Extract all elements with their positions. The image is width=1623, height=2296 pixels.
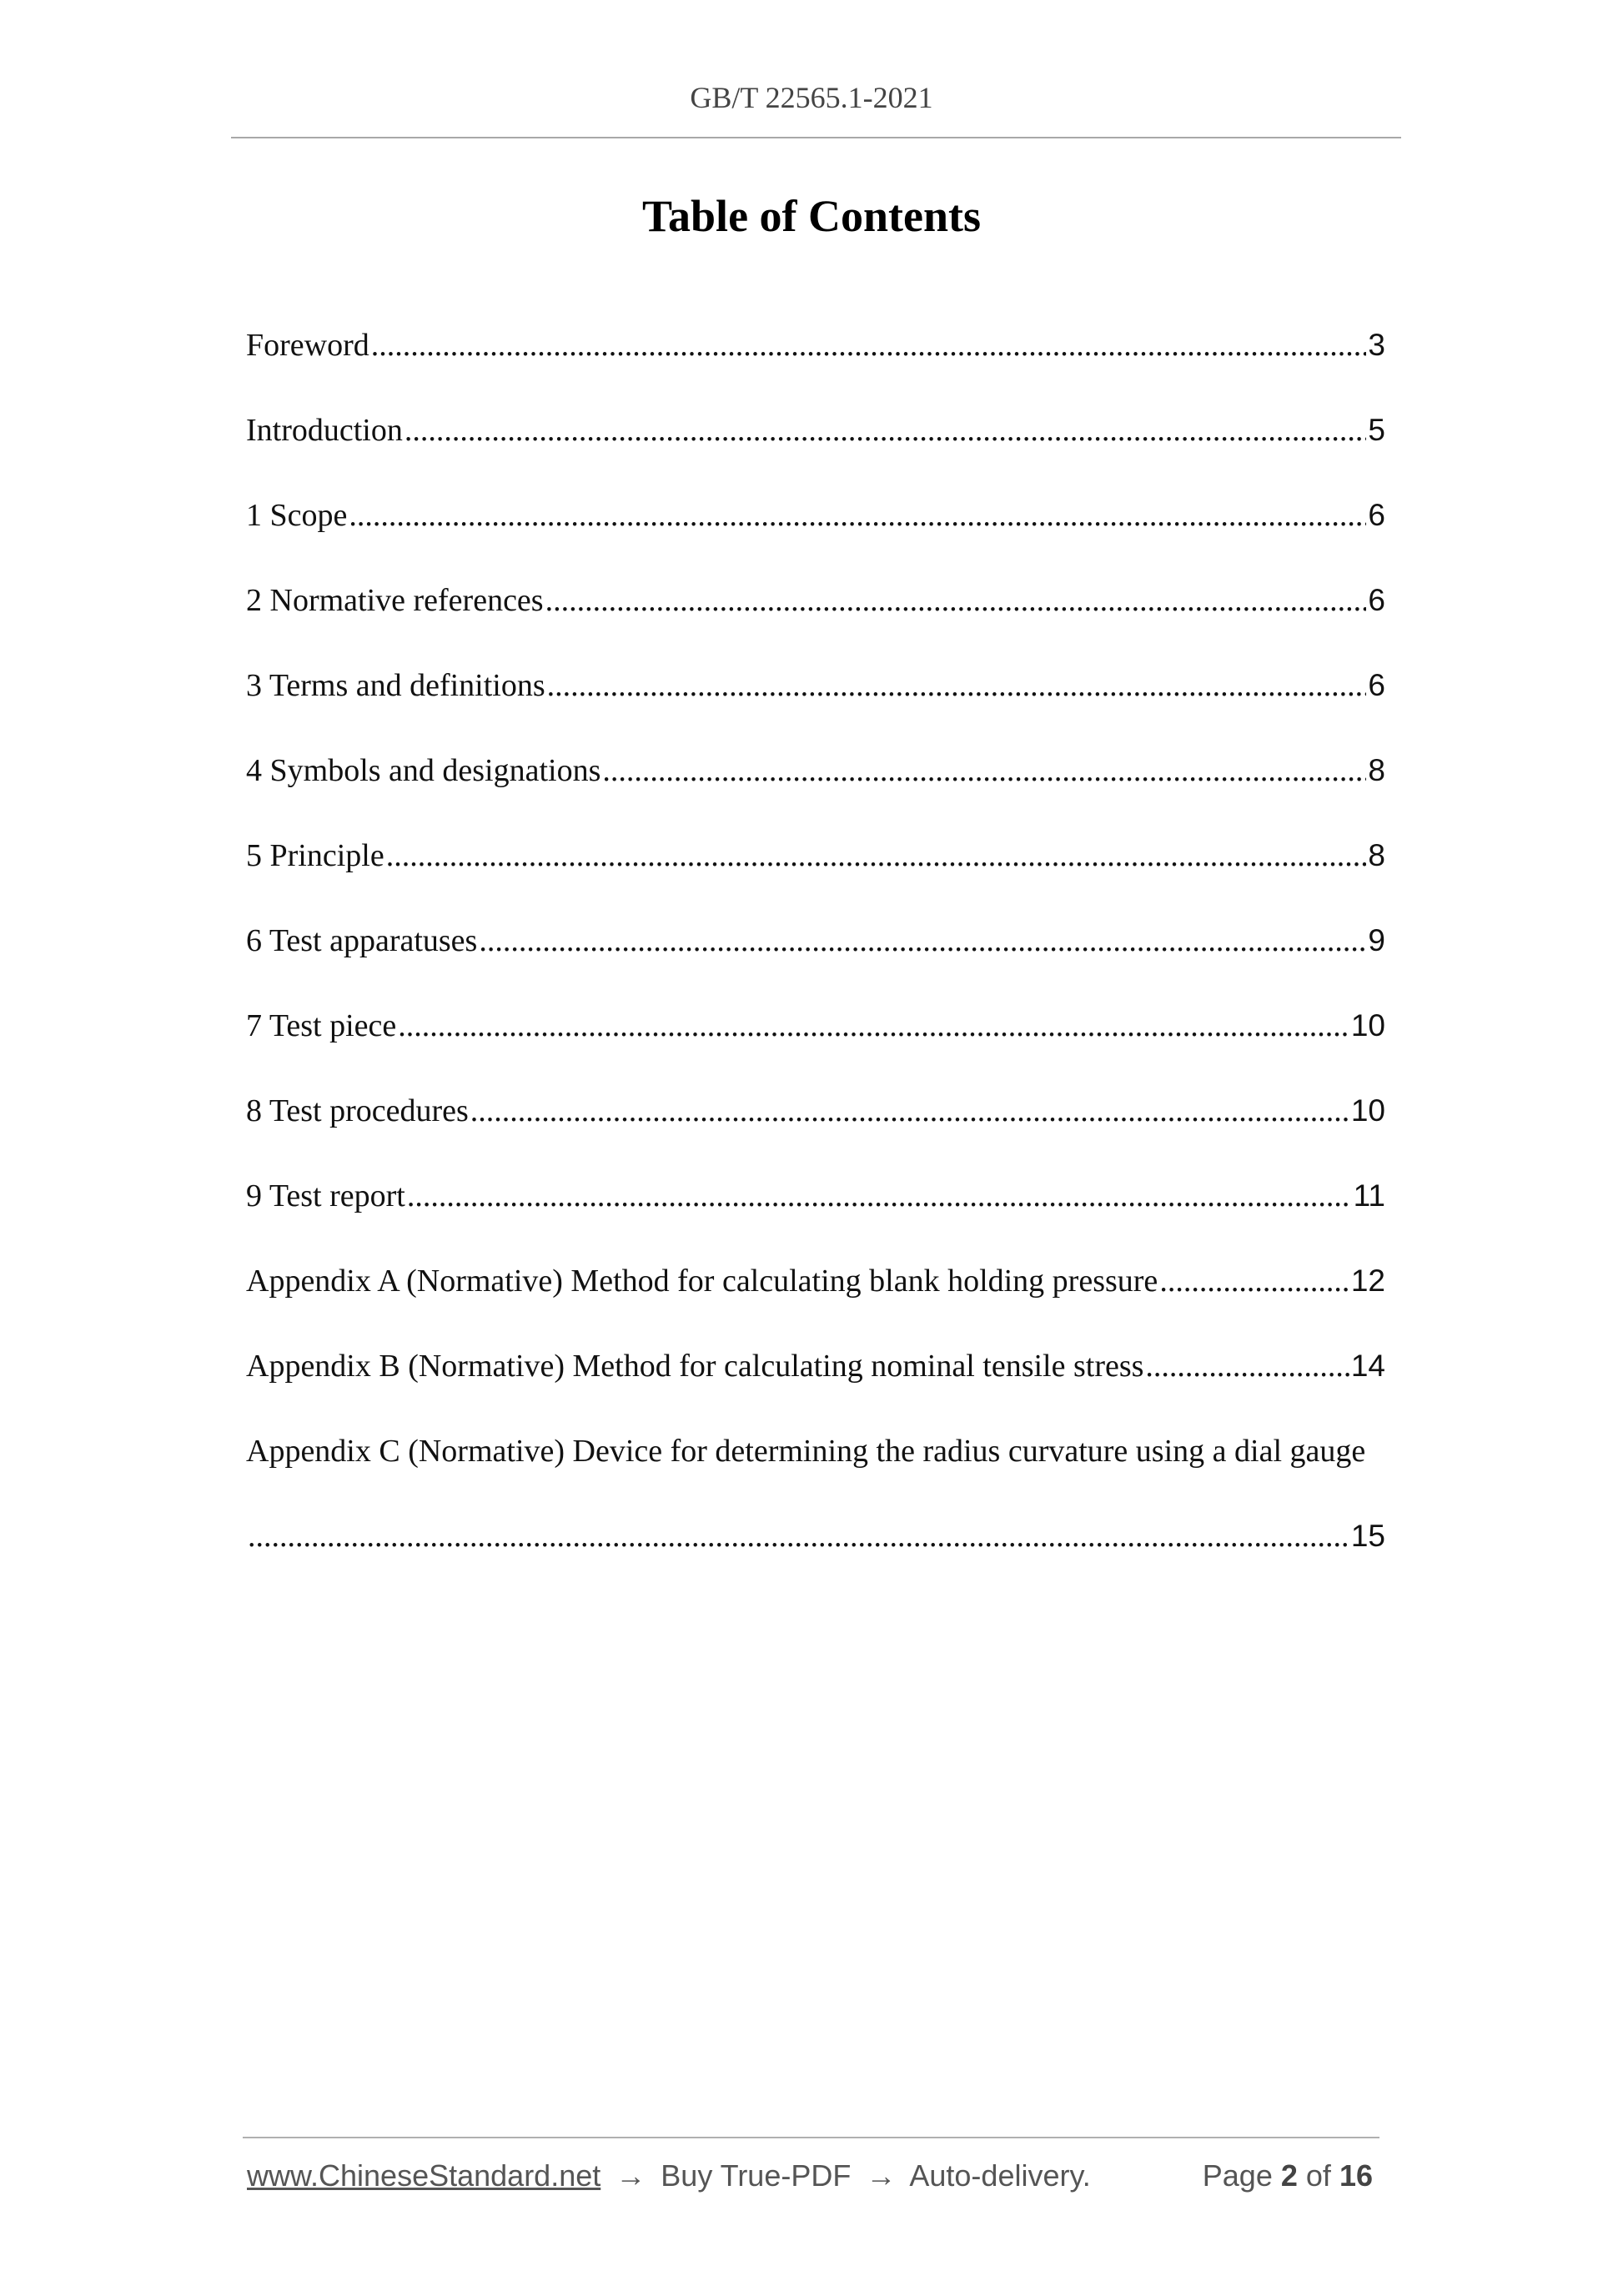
dot-leader [1145, 1348, 1349, 1384]
page-title: Table of Contents [641, 191, 982, 241]
toc-entry-page: 5 [1368, 413, 1385, 447]
page-footer [247, 2158, 1381, 2200]
dot-leader [371, 327, 1367, 364]
toc-entry-terms-definitions[interactable] [246, 667, 1385, 711]
toc-entry-label: 5 Principle [246, 838, 384, 873]
toc-entry-page: 8 [1368, 753, 1385, 787]
dot-leader [479, 922, 1366, 959]
toc-entry-appendix-a[interactable] [246, 1263, 1385, 1306]
toc-entry-symbols-designations[interactable] [246, 752, 1385, 796]
toc-entry-page: 10 [1350, 1093, 1385, 1128]
toc-entry-page: 3 [1368, 328, 1385, 362]
toc-entry-scope[interactable] [246, 497, 1385, 540]
toc-entry-foreword[interactable] [246, 327, 1385, 370]
toc-entry-label: 1 Scope [246, 498, 348, 533]
buy-pdf-text: Buy True-PDF [661, 2158, 852, 2193]
toc-entry-appendix-b[interactable] [246, 1348, 1385, 1391]
toc-entry-label: 2 Normative references [246, 583, 544, 618]
header-divider [231, 137, 1401, 138]
toc-entry-appendix-c-label[interactable]: Appendix C (Normative) Device for determining the radius curvature using a dial gauge [246, 1434, 1366, 1469]
dot-leader [1159, 1263, 1349, 1299]
dot-leader [248, 1518, 1349, 1555]
footer-divider [243, 2137, 1379, 2138]
toc-entry-label: 4 Symbols and designations [246, 753, 601, 788]
toc-entry-introduction[interactable] [246, 412, 1385, 455]
current-page-number: 2 [1280, 2158, 1298, 2193]
dot-leader [404, 412, 1367, 449]
toc-entry-test-procedures[interactable] [246, 1093, 1385, 1136]
toc-entry-page: 6 [1368, 668, 1385, 702]
toc-entry-page: 8 [1368, 838, 1385, 872]
toc-entry-appendix-c[interactable] [246, 1518, 1385, 1561]
toc-entry-label: Appendix B (Normative) Method for calculating nominal tensile stress [246, 1349, 1144, 1384]
dot-leader [545, 582, 1367, 619]
toc-entry-page: 11 [1353, 1178, 1385, 1213]
dot-leader [349, 497, 1366, 534]
toc-entry-label: 8 Test procedures [246, 1093, 469, 1128]
toc-entry-page: 14 [1350, 1349, 1385, 1383]
of-word: of [1305, 2158, 1331, 2193]
dot-leader [602, 752, 1366, 789]
dot-leader [398, 1007, 1349, 1044]
toc-entry-page: 12 [1350, 1264, 1385, 1298]
arrow-right-icon: → [616, 2158, 646, 2193]
auto-delivery-text: Auto-delivery. [909, 2158, 1091, 2193]
toc-entry-page: 9 [1368, 923, 1385, 957]
dot-leader [547, 667, 1367, 704]
toc-entry-test-report[interactable] [246, 1178, 1385, 1221]
total-page-count: 16 [1339, 2158, 1373, 2193]
toc-entry-principle[interactable] [246, 837, 1385, 881]
toc-entry-page: 6 [1368, 498, 1385, 532]
page-indicator [1203, 2158, 1373, 2193]
page-word: Page [1202, 2158, 1273, 2193]
document-number-header: GB/T 22565.1-2021 [690, 81, 933, 114]
toc-entry-label: Introduction [246, 413, 403, 448]
toc-entry-test-piece[interactable] [246, 1007, 1385, 1051]
website-link[interactable]: www.ChineseStandard.net [247, 2158, 601, 2193]
dot-leader [386, 837, 1367, 874]
dot-leader [407, 1178, 1352, 1214]
toc-entry-label: Foreword [246, 328, 369, 363]
dot-leader [470, 1093, 1349, 1129]
toc-entry-label: 9 Test report [246, 1178, 405, 1213]
toc-entry-label: 3 Terms and definitions [246, 668, 545, 703]
toc-entry-label: Appendix A (Normative) Method for calculating blank holding pressure [246, 1264, 1158, 1299]
toc-entry-page: 10 [1350, 1008, 1385, 1042]
toc-entry-normative-references[interactable] [246, 582, 1385, 625]
toc-entry-page: 15 [1350, 1519, 1385, 1553]
toc-entry-label: 6 Test apparatuses [246, 923, 478, 958]
toc-entry-test-apparatuses[interactable] [246, 922, 1385, 966]
toc-entry-label: 7 Test piece [246, 1008, 397, 1043]
toc-entry-page: 6 [1368, 583, 1385, 617]
arrow-right-icon: → [866, 2158, 897, 2193]
